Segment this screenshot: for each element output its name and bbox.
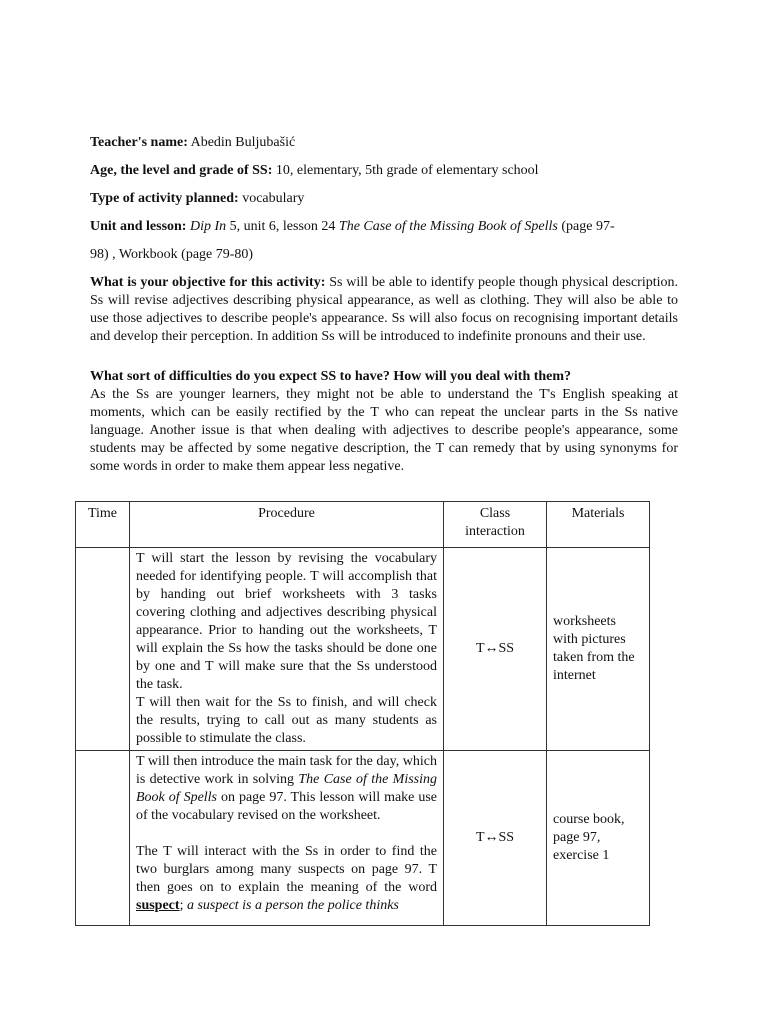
- age-label: Age, the level and grade of SS:: [90, 163, 273, 178]
- row1-procedure: [130, 548, 444, 751]
- header-time: Time: [76, 502, 130, 548]
- unit-book: Dip In: [189, 219, 227, 234]
- unit-label: Unit and lesson:: [90, 219, 187, 234]
- teacher-label: Teacher's name:: [90, 135, 188, 150]
- row1-time: [76, 548, 130, 751]
- header-materials: Materials: [547, 502, 650, 548]
- row1-interaction: T↔SS: [444, 548, 547, 751]
- unit-line2: 98) , Workbook (page 79-80): [90, 247, 254, 262]
- procedure-table: [75, 501, 650, 926]
- row1-procedure-p1: T will start the lesson by revising the vocabulary needed for identifying people. T will accomplish that by handing out brief worksheets with 3 tasks covering clothing and adjectives describing physical appearance. Prior to handing out the worksheets, T will explain the Ss how the tasks should be done one by one and T will make sure that the Ss understood the task.: [136, 551, 437, 692]
- row1-materials: worksheets with pictures taken from the internet: [547, 548, 650, 751]
- objective-text: Ss will be able to identify people though physical description. Ss will revise adjectives describing physical appearance, as well as clothing. They will also be able to use those adjectives to describe people's appearance. Ss will also focus on recognising important details and develop their perception. In addition Ss will be introduced to indefinite pronouns and their use.: [90, 275, 678, 344]
- row1-procedure-p2: T will then wait for the Ss to finish, and will check the results, trying to call out as many students as possible to stimulate the class.: [136, 695, 437, 746]
- term-suspect: suspect: [136, 898, 180, 913]
- objective-paragraph: [90, 274, 678, 346]
- row2-procedure-p1: T will then introduce the main task for the day, which is detective work in solving The Case of the Missing Book of Spells on page 97. This lesson will make use of the vocabulary revised on the worksheet.: [136, 754, 438, 823]
- teacher-value: Abedin Buljubašić: [190, 135, 296, 150]
- table-header-row: [76, 502, 650, 548]
- row2-procedure-p2: The T will interact with the Ss in order to find the two burglars among many suspects on page 97. T then goes on to explain the meaning of the word suspect; a suspect is a person the police thinks: [136, 844, 437, 913]
- lesson-plan: [90, 134, 678, 476]
- table-row: [76, 751, 650, 926]
- header-interaction: Class interaction: [444, 502, 547, 548]
- activity-field: [90, 190, 678, 208]
- unit-pages: (page 97-: [561, 219, 615, 234]
- header-procedure: Procedure: [130, 502, 444, 548]
- activity-value: vocabulary: [242, 191, 305, 206]
- row2-procedure: [130, 751, 444, 926]
- unit-field: [90, 218, 678, 236]
- row2-materials: course book, page 97, exercise 1: [547, 751, 650, 926]
- row2-time: [76, 751, 130, 926]
- activity-label: Type of activity planned:: [90, 191, 239, 206]
- book-title-italic: The Case of the Missing Book of Spells: [136, 772, 437, 805]
- difficulties-label: What sort of difficulties do you expect SS to have? How will you deal with them?: [90, 369, 572, 384]
- age-value: 10, elementary, 5th grade of elementary school: [275, 163, 539, 178]
- unit-part: 5, unit 6, lesson 24: [229, 219, 336, 234]
- suspect-definition: a suspect is a person the police thinks: [186, 898, 399, 913]
- unit-title: The Case of the Missing Book of Spells: [338, 219, 558, 234]
- row2-interaction: T↔SS: [444, 751, 547, 926]
- difficulties-text: As the Ss are younger learners, they might not be able to understand the T's English speaking at moments, which can be easily rectified by the T who can repeat the unclear parts in the Ss native language. Another issue is that when dealing with adjectives to describe people's appearance, some students may be affected by some negative description, the T can remedy that by using synonyms for some words in order to make them appear less negative.: [90, 387, 678, 474]
- age-field: [90, 162, 678, 180]
- objective-label: What is your objective for this activity:: [90, 275, 326, 290]
- table-row: [76, 548, 650, 751]
- teacher-field: [90, 134, 678, 152]
